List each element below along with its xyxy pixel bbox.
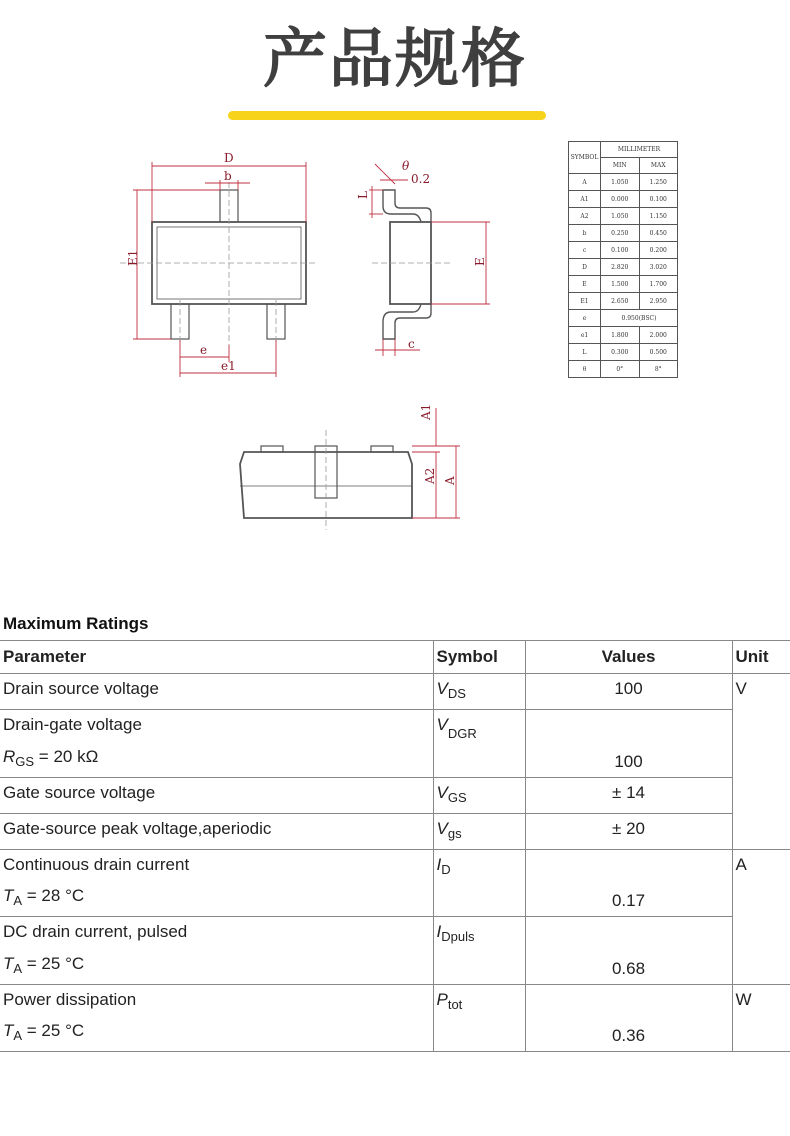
header-symbol: Symbol — [433, 641, 525, 674]
header-parameter: Parameter — [0, 641, 433, 674]
dim-row: e1 1.800 2.000 — [569, 327, 678, 344]
dim-row: A 1.050 1.250 — [569, 174, 678, 191]
ratings-table — [0, 640, 790, 1052]
table-row: Drain-gate voltage $V_{DGR}$ 100 — [0, 710, 790, 742]
dim-max-header: MAX — [639, 158, 678, 174]
dim-row: A1 0.000 0.100 — [569, 191, 678, 208]
table-row: Gate source voltage $V_{GS}$ ± 14 — [0, 777, 790, 813]
dim-label-E1: E1 — [126, 249, 140, 266]
dim-unit-header: MILLIMETER — [601, 142, 678, 158]
header-values: Values — [525, 641, 732, 674]
table-row-cond: $T_A = 25$ °C — [0, 1016, 790, 1052]
ratings-title: Maximum Ratings — [3, 614, 149, 633]
dim-label-L: L — [356, 191, 370, 199]
dim-label-e1: e1 — [221, 359, 236, 373]
dim-row: A2 1.050 1.150 — [569, 208, 678, 225]
dim-label-A: A — [443, 476, 457, 485]
dim-min-header: MIN — [601, 158, 640, 174]
dim-label-e: e — [200, 343, 208, 357]
table-row: Gate-source peak voltage,aperiodic $V_{gs}$ ± 20 — [0, 813, 790, 849]
dimension-table — [568, 141, 678, 378]
table-row: Power dissipation $P_{tot}$ 0.36 W — [0, 984, 790, 1016]
dim-row: E1 2.650 2.950 — [569, 293, 678, 310]
dim-label-b: b — [224, 169, 232, 183]
title-underline — [228, 111, 546, 120]
dim-row: L 0.300 0.500 — [569, 344, 678, 361]
dim-row: D 2.820 3.020 — [569, 259, 678, 276]
dim-label-D: D — [224, 151, 234, 165]
table-row-cond: $R_{GS} = 20$ kΩ — [3, 746, 99, 769]
dim-label-A1: A1 — [419, 403, 433, 420]
dim-row: c 0.100 0.200 — [569, 242, 678, 259]
dim-row: e 0.950(BSC) — [569, 310, 678, 327]
dim-row: b 0.250 0.450 — [569, 225, 678, 242]
table-row: DC drain current, pulsed $I_{Dpuls}$ 0.68 — [0, 917, 790, 949]
dim-row: E 1.500 1.700 — [569, 276, 678, 293]
table-row-cond: $T_A = 25$ °C — [3, 953, 85, 976]
dim-label-c: c — [408, 337, 415, 351]
dim-label-E: E — [473, 257, 487, 266]
top-view — [120, 162, 315, 377]
dim-symbol-header: SYMBOL — [569, 142, 601, 174]
table-row-cond: $T_A = 28$ °C — [3, 886, 85, 908]
dim-row: θ 0° 8° — [569, 361, 678, 378]
page-title: 产品规格 — [263, 23, 527, 97]
dim-label-A2: A2 — [423, 467, 437, 484]
header-unit: Unit — [732, 641, 790, 674]
table-row: Drain source voltage $V_{DS}$ 100 V — [0, 674, 790, 710]
dim-label-theta: θ — [402, 159, 410, 173]
side-view — [369, 164, 490, 356]
dim-label-gauge: 0.2 — [411, 172, 431, 186]
table-row: Continuous drain current $I_D$ 0.17 A — [0, 849, 790, 881]
